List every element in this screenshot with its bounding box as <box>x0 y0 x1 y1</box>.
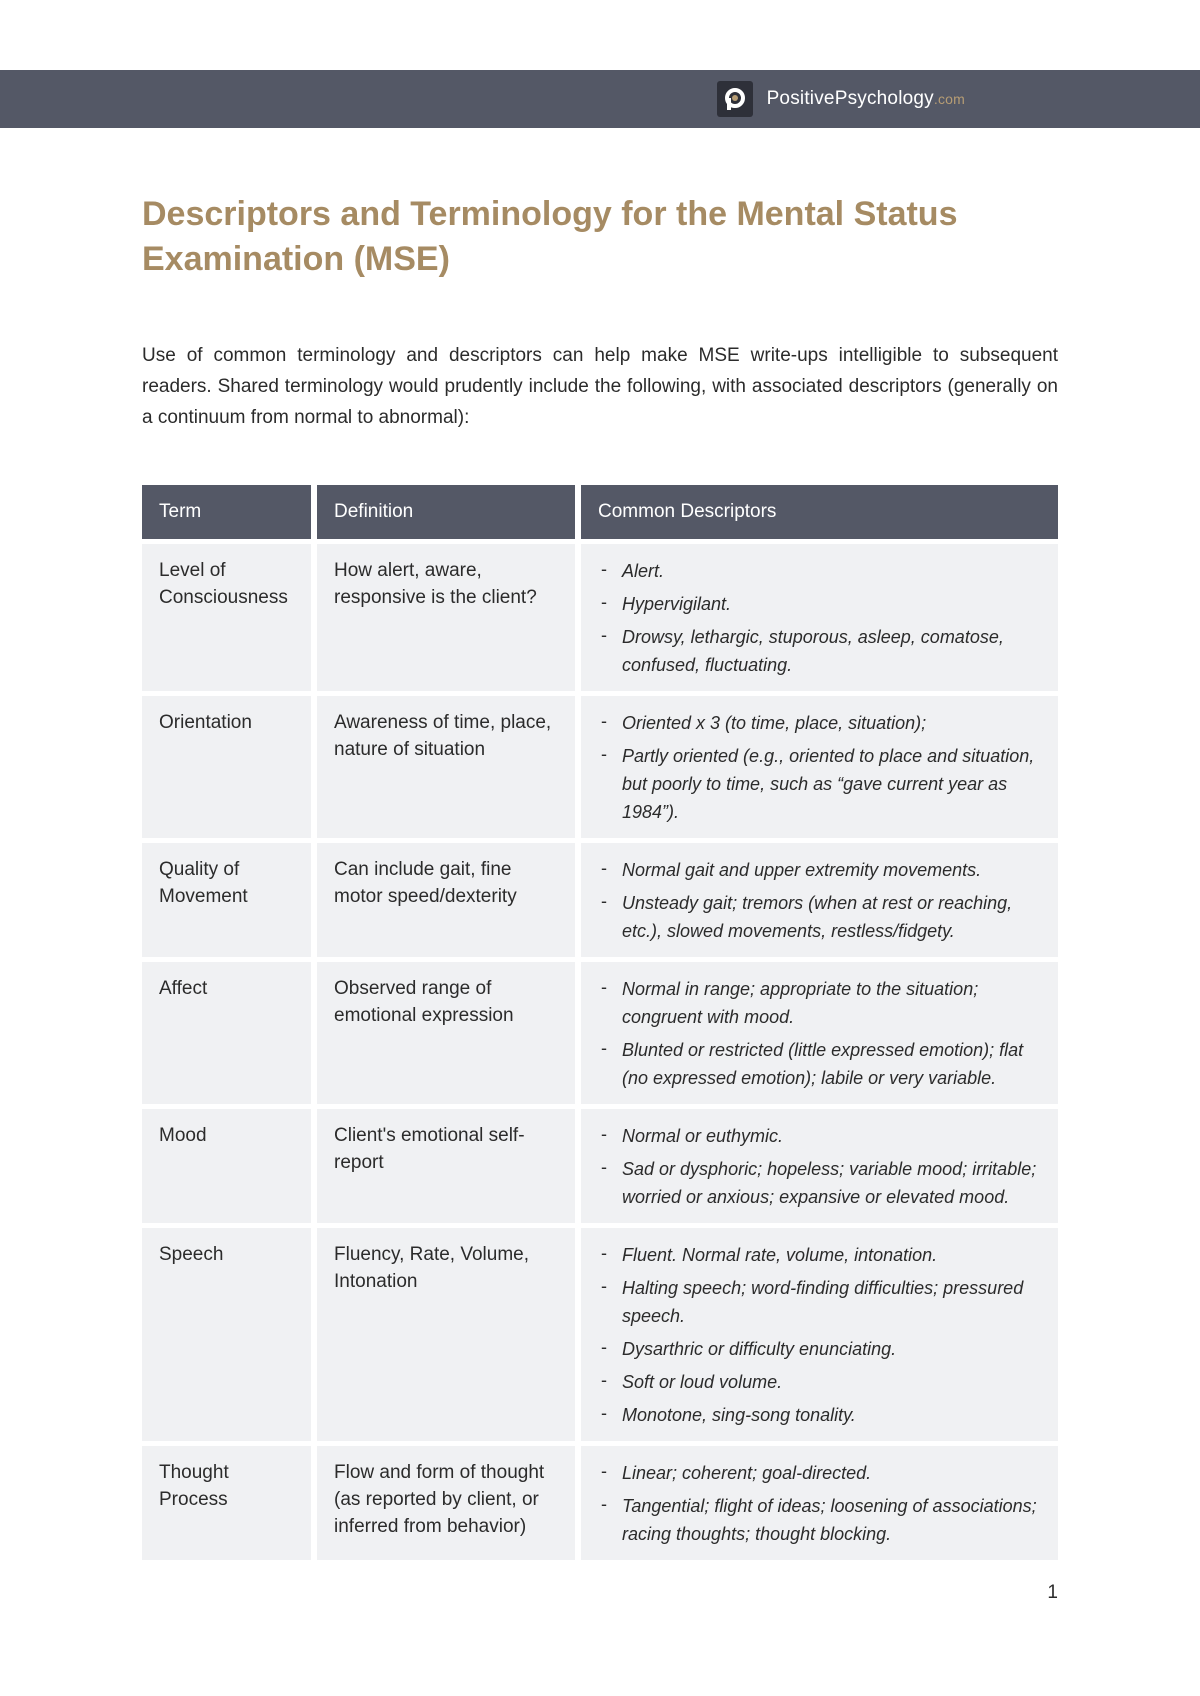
header-bar <box>0 70 1200 128</box>
logo-name: PositivePsychology <box>766 88 934 109</box>
definition-cell: Flow and form of thought (as reported by client, or inferred from behavior) <box>311 1446 575 1560</box>
logo-suffix: .com <box>933 91 965 107</box>
descriptor-list <box>598 1459 1046 1548</box>
table-row <box>142 696 1058 838</box>
descriptors-cell <box>575 962 1058 1104</box>
page-number: 1 <box>1047 1582 1058 1603</box>
descriptor-item: - Normal or euthymic. <box>598 1122 1046 1150</box>
logo-text <box>767 88 965 110</box>
table-row <box>142 843 1058 957</box>
descriptor-list <box>598 1122 1046 1211</box>
descriptor-list <box>598 856 1046 945</box>
term-cell: Orientation <box>142 696 311 838</box>
definition-cell: How alert, aware, responsive is the client? <box>311 544 575 691</box>
definition-cell: Observed range of emotional expression <box>311 962 575 1104</box>
descriptor-item: - Blunted or restricted (little expressed emotion); flat (no expressed emotion); labile or very variable. <box>598 1036 1046 1092</box>
descriptors-cell <box>575 1446 1058 1560</box>
descriptors-cell <box>575 1228 1058 1441</box>
table-row <box>142 1109 1058 1223</box>
descriptor-list <box>598 557 1046 679</box>
intro-paragraph: Use of common terminology and descriptors can help make MSE write-ups intelligible to subsequent readers. Shared terminology would prudently include the following, with associated descriptors (generally on a continuum from normal to abnormal): <box>142 345 1058 428</box>
descriptor-item: - Dysarthric or difficulty enunciating. <box>598 1335 1046 1363</box>
column-header-definition: Definition <box>311 485 575 539</box>
descriptor-list <box>598 1241 1046 1429</box>
descriptor-item: - Unsteady gait; tremors (when at rest or reaching, etc.), slowed movements, restless/fidgety. <box>598 889 1046 945</box>
descriptor-item: - Oriented x 3 (to time, place, situation); <box>598 709 1046 737</box>
term-cell: Thought Process <box>142 1446 311 1560</box>
descriptor-item: - Hypervigilant. <box>598 590 1046 618</box>
descriptor-item: - Normal gait and upper extremity movements. <box>598 856 1046 884</box>
definition-cell: Awareness of time, place, nature of situation <box>311 696 575 838</box>
descriptor-item: - Tangential; flight of ideas; loosening of associations; racing thoughts; thought blocking. <box>598 1492 1046 1548</box>
descriptor-item: - Drowsy, lethargic, stuporous, asleep, comatose, confused, fluctuating. <box>598 623 1046 679</box>
descriptor-list <box>598 975 1046 1092</box>
descriptor-item: - Partly oriented (e.g., oriented to place and situation, but poorly to time, such as “gave current year as 1984”). <box>598 742 1046 826</box>
table-row <box>142 1446 1058 1560</box>
definition-cell: Client's emotional self-report <box>311 1109 575 1223</box>
descriptor-item: - Linear; coherent; goal-directed. <box>598 1459 1046 1487</box>
term-cell: Affect <box>142 962 311 1104</box>
column-header-common-descriptors: Common Descriptors <box>575 485 1058 539</box>
mse-terminology-table <box>142 480 1058 1565</box>
descriptor-item: - Fluent. Normal rate, volume, intonation. <box>598 1241 1046 1269</box>
descriptor-list <box>598 709 1046 826</box>
table-header-row <box>142 485 1058 539</box>
positivepsychology-logo-icon <box>717 81 753 117</box>
descriptors-cell <box>575 1109 1058 1223</box>
column-header-term: Term <box>142 485 311 539</box>
descriptors-cell <box>575 544 1058 691</box>
descriptor-item: - Monotone, sing-song tonality. <box>598 1401 1046 1429</box>
descriptor-item: - Sad or dysphoric; hopeless; variable mood; irritable; worried or anxious; expansive or elevated mood. <box>598 1155 1046 1211</box>
descriptor-item: - Halting speech; word-finding difficulties; pressured speech. <box>598 1274 1046 1330</box>
term-cell: Quality of Movement <box>142 843 311 957</box>
term-cell: Level of Consciousness <box>142 544 311 691</box>
definition-cell: Can include gait, fine motor speed/dexterity <box>311 843 575 957</box>
table-row <box>142 1228 1058 1441</box>
definition-cell: Fluency, Rate, Volume, Intonation <box>311 1228 575 1441</box>
descriptors-cell <box>575 696 1058 838</box>
page-title: Descriptors and Terminology for the Mental Status Examination (MSE) <box>142 195 958 278</box>
descriptor-item: - Soft or loud volume. <box>598 1368 1046 1396</box>
descriptor-item: - Alert. <box>598 557 1046 585</box>
table-row <box>142 544 1058 691</box>
brand-logo[interactable] <box>717 80 965 118</box>
descriptor-item: - Normal in range; appropriate to the situation; congruent with mood. <box>598 975 1046 1031</box>
table-row <box>142 962 1058 1104</box>
term-cell: Mood <box>142 1109 311 1223</box>
term-cell: Speech <box>142 1228 311 1441</box>
descriptors-cell <box>575 843 1058 957</box>
